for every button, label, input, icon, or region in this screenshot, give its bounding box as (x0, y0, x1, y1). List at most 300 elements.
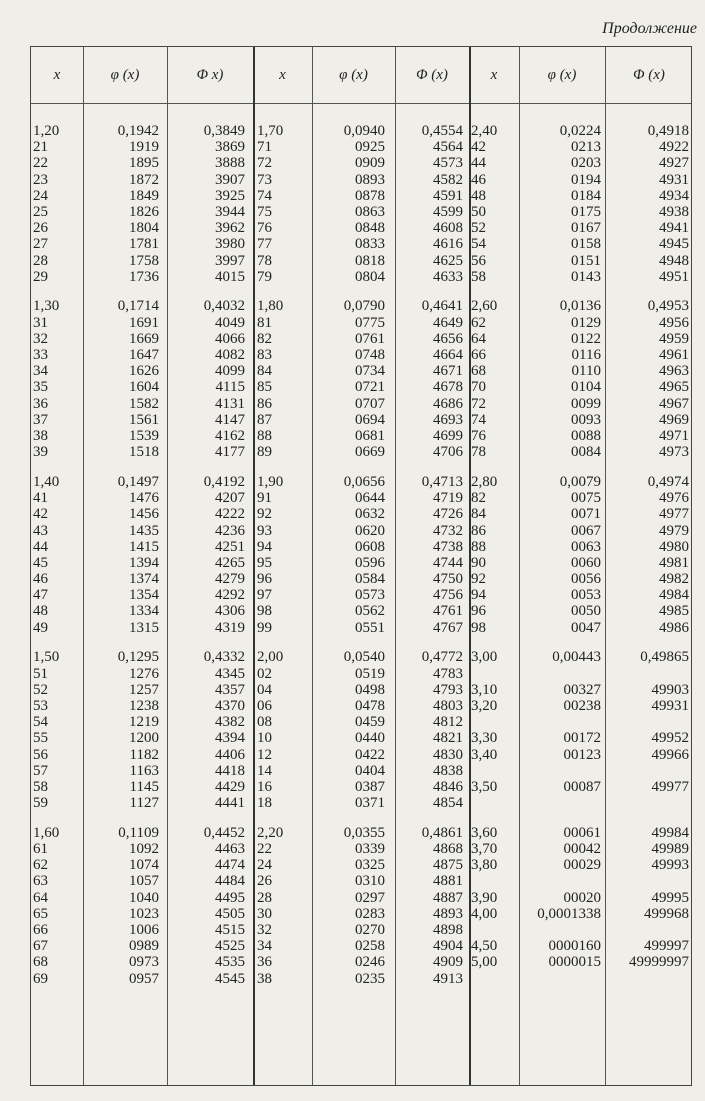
row-group (519, 298, 601, 460)
table-cell: 1374 (129, 571, 159, 588)
table-cell: 1145 (129, 778, 159, 795)
table-cell: 0748 (355, 347, 385, 364)
table-cell: 32 (33, 330, 48, 347)
table-cell: 4922 (659, 139, 689, 156)
table-cell: 0122 (571, 330, 601, 347)
row-group (171, 649, 245, 811)
row-group (87, 825, 159, 987)
table-cell: 4985 (659, 603, 689, 620)
table-cell: 0000015 (548, 954, 601, 971)
table-cell (605, 763, 689, 779)
table-cell: 49903 (651, 681, 689, 698)
table-cell: 84 (471, 506, 486, 523)
table-cell: 54 (471, 236, 486, 253)
table-cell: 42 (33, 506, 48, 523)
column-phi (519, 123, 601, 1000)
table-cell (605, 971, 689, 987)
table-cell: 0,0940 (343, 123, 385, 139)
table-cell: 1,50 (33, 649, 60, 666)
table-cell: 49984 (651, 824, 689, 841)
table-cell: 4591 (433, 187, 463, 204)
table-cell: 4656 (433, 330, 463, 347)
table-cell: 0071 (571, 506, 601, 523)
table-cell: 4909 (433, 954, 463, 971)
table-cell: 70 (471, 379, 486, 396)
table-cell: 4671 (433, 363, 463, 380)
table-cell: 4616 (433, 236, 463, 253)
table-cell: 0129 (571, 314, 601, 331)
table-cell: 82 (257, 330, 272, 347)
table-cell: 4699 (433, 427, 463, 444)
row-group (519, 649, 601, 811)
table-cell: 0,4772 (421, 649, 463, 666)
table-cell: 1895 (129, 155, 159, 172)
row-group (605, 649, 689, 811)
table-cell: 4633 (433, 268, 463, 285)
table-cell: 92 (257, 506, 272, 523)
table-cell: 34 (257, 938, 272, 955)
table-cell: 0,4953 (647, 298, 689, 315)
table-cell: 00042 (563, 841, 601, 858)
table-cell: 00238 (563, 697, 601, 714)
table-cell: 0088 (571, 427, 601, 444)
table-cell: 4406 (215, 746, 245, 763)
table-cell: 59 (33, 795, 48, 812)
table-cell (519, 971, 601, 987)
table-cell: 51 (33, 665, 48, 682)
row-group (257, 474, 307, 636)
table-cell: 4986 (659, 619, 689, 636)
table-cell: 4931 (659, 171, 689, 188)
table-cell: 4977 (659, 506, 689, 523)
table-cell: 4545 (215, 970, 245, 987)
table-cell: 0,0224 (559, 123, 601, 139)
normal-distribution-table (30, 46, 692, 1086)
table-cell: 30 (257, 905, 272, 922)
row-group (471, 474, 517, 636)
table-cell: 4251 (215, 538, 245, 555)
table-cell: 4582 (433, 171, 463, 188)
table-cell: 4767 (433, 619, 463, 636)
column-phi (87, 123, 159, 1000)
table-cell: 72 (471, 395, 486, 412)
table-cell: 4938 (659, 203, 689, 220)
table-cell: 4292 (215, 587, 245, 604)
table-cell: 0,1942 (117, 123, 159, 139)
table-cell: 10 (257, 730, 272, 747)
table-cell: 65 (33, 905, 48, 922)
table-cell: 52 (471, 220, 486, 237)
table-cell: 4976 (659, 490, 689, 507)
table-cell: 78 (471, 444, 486, 461)
table-cell: 4838 (433, 762, 463, 779)
table-cell (471, 873, 517, 889)
table-cell: 1,80 (257, 298, 284, 315)
table-cell: 4982 (659, 571, 689, 588)
table-cell: 00020 (563, 889, 601, 906)
table-cell: 4049 (215, 314, 245, 331)
row-group (257, 649, 307, 811)
table-cell: 74 (471, 411, 486, 428)
table-cell: 36 (33, 395, 48, 412)
table-cell: 81 (257, 314, 272, 331)
table-cell: 0863 (355, 203, 385, 220)
table-cell: 0,0355 (343, 824, 385, 841)
table-cell: 0669 (355, 444, 385, 461)
row-group (315, 474, 385, 636)
table-cell: 28 (33, 252, 48, 269)
table-cell: 1758 (129, 252, 159, 269)
table-cell: 4750 (433, 571, 463, 588)
table-cell: 0075 (571, 490, 601, 507)
table-cell: 63 (33, 873, 48, 890)
table-cell: 1354 (129, 587, 159, 604)
table-cell: 4382 (215, 714, 245, 731)
table-cell (471, 666, 517, 682)
table-cell: 4678 (433, 379, 463, 396)
table-cell (471, 795, 517, 811)
row-group (171, 474, 245, 636)
table-cell: 0989 (129, 938, 159, 955)
header-x: x (279, 67, 286, 83)
table-cell: 4941 (659, 220, 689, 237)
table-cell (605, 714, 689, 730)
table-cell: 1647 (129, 347, 159, 364)
table-cell: 0167 (571, 220, 601, 237)
table-cell (519, 666, 601, 682)
table-cell: 1,40 (33, 473, 60, 490)
table-cell: 56 (471, 252, 486, 269)
table-cell: 1163 (129, 762, 159, 779)
table-cell: 49995 (651, 889, 689, 906)
table-cell: 66 (471, 347, 486, 364)
table-cell: 4222 (215, 506, 245, 523)
table-cell: 4686 (433, 395, 463, 412)
table-cell: 1074 (129, 857, 159, 874)
table-cell: 0283 (355, 905, 385, 922)
table-cell: 0194 (571, 171, 601, 188)
table-cell: 0,4918 (647, 123, 689, 139)
table-cell: 68 (471, 363, 486, 380)
table-cell: 14 (257, 762, 272, 779)
table-cell (471, 714, 517, 730)
column-Phi (171, 123, 245, 1000)
table-cell: 0893 (355, 171, 385, 188)
table-cell: 3,40 (471, 746, 498, 763)
table-cell: 4803 (433, 697, 463, 714)
table-cell: 58 (33, 778, 48, 795)
table-cell: 4599 (433, 203, 463, 220)
table-cell: 0596 (355, 554, 385, 571)
table-cell (471, 971, 517, 987)
table-cell: 1539 (129, 427, 159, 444)
table-cell: 49952 (651, 730, 689, 747)
table-cell: 0562 (355, 603, 385, 620)
table-cell: 28 (257, 889, 272, 906)
table-cell: 4,50 (471, 938, 498, 955)
table-cell: 4967 (659, 395, 689, 412)
table-cell: 0,4192 (203, 473, 245, 490)
table-cell: 4394 (215, 730, 245, 747)
table-cell (519, 873, 601, 889)
table-cell: 4265 (215, 554, 245, 571)
table-cell: 1476 (129, 490, 159, 507)
table-cell: 0440 (355, 730, 385, 747)
table-cell: 47 (33, 587, 48, 604)
row-group (397, 825, 463, 987)
table-cell: 0104 (571, 379, 601, 396)
table-cell: 82 (471, 490, 486, 507)
table-cell: 0,4032 (203, 298, 245, 315)
table-cell: 3888 (215, 155, 245, 172)
table-cell: 96 (471, 603, 486, 620)
table-cell: 37 (33, 411, 48, 428)
table-cell: 4066 (215, 330, 245, 347)
table-cell: 35 (33, 379, 48, 396)
table-cell: 1518 (129, 444, 159, 461)
table-cell: 2,00 (257, 649, 284, 666)
row-group (171, 298, 245, 460)
table-cell: 06 (257, 697, 272, 714)
table-cell: 0,0001338 (537, 905, 601, 922)
table-cell: 94 (471, 587, 486, 604)
table-cell: 4319 (215, 619, 245, 636)
table-cell: 90 (471, 554, 486, 571)
table-cell: 0158 (571, 236, 601, 253)
table-cell: 0459 (355, 714, 385, 731)
table-cell: 4969 (659, 411, 689, 428)
table-cell: 0,1295 (117, 649, 159, 666)
table-cell: 0310 (355, 873, 385, 890)
table-cell: 4971 (659, 427, 689, 444)
table-cell: 1804 (129, 220, 159, 237)
table-cell: 24 (33, 187, 48, 204)
table-cell (519, 795, 601, 811)
table-cell: 4951 (659, 268, 689, 285)
table-cell: 4948 (659, 252, 689, 269)
row-group (397, 649, 463, 811)
table-cell: 4573 (433, 155, 463, 172)
table-cell: 0,49865 (640, 649, 689, 666)
row-group (33, 298, 79, 460)
table-cell: 0,1714 (117, 298, 159, 315)
table-cell: 0957 (129, 970, 159, 987)
table-cell: 0422 (355, 746, 385, 763)
table-cell: 1415 (129, 538, 159, 555)
table-cell: 3,80 (471, 857, 498, 874)
table-cell: 4934 (659, 187, 689, 204)
table-cell: 84 (257, 363, 272, 380)
table-cell: 2,20 (257, 824, 284, 841)
block-divider (253, 47, 255, 1085)
row-group (315, 825, 385, 987)
table-cell: 3,20 (471, 697, 498, 714)
header-Phi: Φ x) (196, 67, 224, 83)
table-cell: 64 (33, 889, 48, 906)
table-cell: 4474 (215, 857, 245, 874)
table-cell: 50 (471, 203, 486, 220)
table-cell: 4429 (215, 778, 245, 795)
table-cell: 4898 (433, 922, 463, 938)
table-cell: 1023 (129, 905, 159, 922)
row-group (471, 825, 517, 987)
table-cell (605, 922, 689, 938)
row-group (257, 825, 307, 987)
row-group (33, 825, 79, 987)
table-cell: 68 (33, 954, 48, 971)
table-cell: 0387 (355, 778, 385, 795)
table-cell: 88 (471, 538, 486, 555)
table-cell: 0519 (355, 665, 385, 682)
table-cell: 4868 (433, 841, 463, 858)
table-cell: 0213 (571, 139, 601, 156)
table-cell: 08 (257, 714, 272, 731)
table-cell: 38 (33, 427, 48, 444)
table-cell: 4744 (433, 554, 463, 571)
table-cell: 0063 (571, 538, 601, 555)
table-cell: 0297 (355, 889, 385, 906)
table-cell: 4463 (215, 841, 245, 858)
table-cell: 4625 (433, 252, 463, 269)
table-cell: 4726 (433, 506, 463, 523)
table-cell: 49999997 (629, 954, 689, 971)
row-group (171, 123, 245, 285)
table-cell (471, 763, 517, 779)
table-cell: 0721 (355, 379, 385, 396)
table-cell: 1,20 (33, 123, 60, 139)
table-cell: 0818 (355, 252, 385, 269)
table-cell: 0,4641 (421, 298, 463, 315)
table-cell: 46 (471, 171, 486, 188)
table-cell: 2,40 (471, 123, 498, 139)
table-cell: 49 (33, 619, 48, 636)
table-cell: 42 (471, 139, 486, 156)
table-cell: 26 (257, 873, 272, 890)
table-cell: 0203 (571, 155, 601, 172)
table-cell: 73 (257, 171, 272, 188)
row-group (605, 474, 689, 636)
table-cell: 18 (257, 795, 272, 812)
table-cell: 4207 (215, 490, 245, 507)
column-Phi (605, 123, 689, 1000)
table-cell: 0775 (355, 314, 385, 331)
table-cell: 86 (257, 395, 272, 412)
table-cell: 00172 (563, 730, 601, 747)
table-cell: 4732 (433, 522, 463, 539)
table-cell: 72 (257, 155, 272, 172)
table-cell: 71 (257, 139, 272, 156)
table-cell: 1582 (129, 395, 159, 412)
table-cell: 4525 (215, 938, 245, 955)
table-cell: 0258 (355, 938, 385, 955)
table-cell: 4963 (659, 363, 689, 380)
table-cell: 0,0079 (559, 473, 601, 490)
row-group (257, 123, 307, 285)
table-cell: 0235 (355, 970, 385, 987)
table-cell: 49993 (651, 857, 689, 874)
table-cell: 1826 (129, 203, 159, 220)
table-cell: 0833 (355, 236, 385, 253)
row-group (397, 474, 463, 636)
table-cell: 4821 (433, 730, 463, 747)
table-cell: 4370 (215, 697, 245, 714)
table-cell: 75 (257, 203, 272, 220)
table-cell: 29 (33, 268, 48, 285)
table-cell: 3925 (215, 187, 245, 204)
table-cell: 4564 (433, 139, 463, 156)
table-cell: 36 (257, 954, 272, 971)
table-cell: 77 (257, 236, 272, 253)
table-cell: 00061 (563, 824, 601, 841)
table-cell: 0925 (355, 139, 385, 156)
table-cell: 3,50 (471, 778, 498, 795)
table-cell: 4357 (215, 681, 245, 698)
table-cell: 0,0656 (343, 473, 385, 490)
table-cell: 4484 (215, 873, 245, 890)
table-cell: 94 (257, 538, 272, 555)
table-cell: 0,0790 (343, 298, 385, 315)
table-cell: 55 (33, 730, 48, 747)
row-group (471, 649, 517, 811)
table-cell: 98 (257, 603, 272, 620)
table-cell: 4761 (433, 603, 463, 620)
table-cell: 3,30 (471, 730, 498, 747)
row-group (519, 825, 601, 987)
table-cell: 1394 (129, 554, 159, 571)
table-cell: 499997 (644, 938, 689, 955)
table-cell: 98 (471, 619, 486, 636)
table-cell: 1334 (129, 603, 159, 620)
table-cell: 0143 (571, 268, 601, 285)
table-cell: 96 (257, 571, 272, 588)
table-cell: 1781 (129, 236, 159, 253)
table-cell: 4738 (433, 538, 463, 555)
table-cell: 4756 (433, 587, 463, 604)
table-cell: 3944 (215, 203, 245, 220)
table-cell: 79 (257, 268, 272, 285)
row-group (87, 649, 159, 811)
table-cell: 74 (257, 187, 272, 204)
table-cell: 27 (33, 236, 48, 253)
table-cell: 22 (33, 155, 48, 172)
table-cell: 1626 (129, 363, 159, 380)
table-cell: 1849 (129, 187, 159, 204)
table-cell: 78 (257, 252, 272, 269)
table-cell: 3907 (215, 171, 245, 188)
table-cell: 24 (257, 857, 272, 874)
header-Phi: Φ (x) (633, 67, 665, 83)
column-divider (395, 47, 396, 1085)
table-cell: 4927 (659, 155, 689, 172)
table-cell: 3962 (215, 220, 245, 237)
table-cell: 66 (33, 922, 48, 938)
table-cell: 4664 (433, 347, 463, 364)
table-cell: 4279 (215, 571, 245, 588)
table-cell: 3980 (215, 236, 245, 253)
table-cell: 4875 (433, 857, 463, 874)
table-cell: 4649 (433, 314, 463, 331)
table-cell: 4015 (215, 268, 245, 285)
row-group (315, 649, 385, 811)
row-group (471, 123, 517, 285)
table-cell: 4505 (215, 905, 245, 922)
table-cell: 4984 (659, 587, 689, 604)
column-divider (312, 47, 313, 1085)
table-cell: 41 (33, 490, 48, 507)
column-x (471, 123, 517, 1000)
table-cell: 1,90 (257, 473, 284, 490)
table-cell: 93 (257, 522, 272, 539)
